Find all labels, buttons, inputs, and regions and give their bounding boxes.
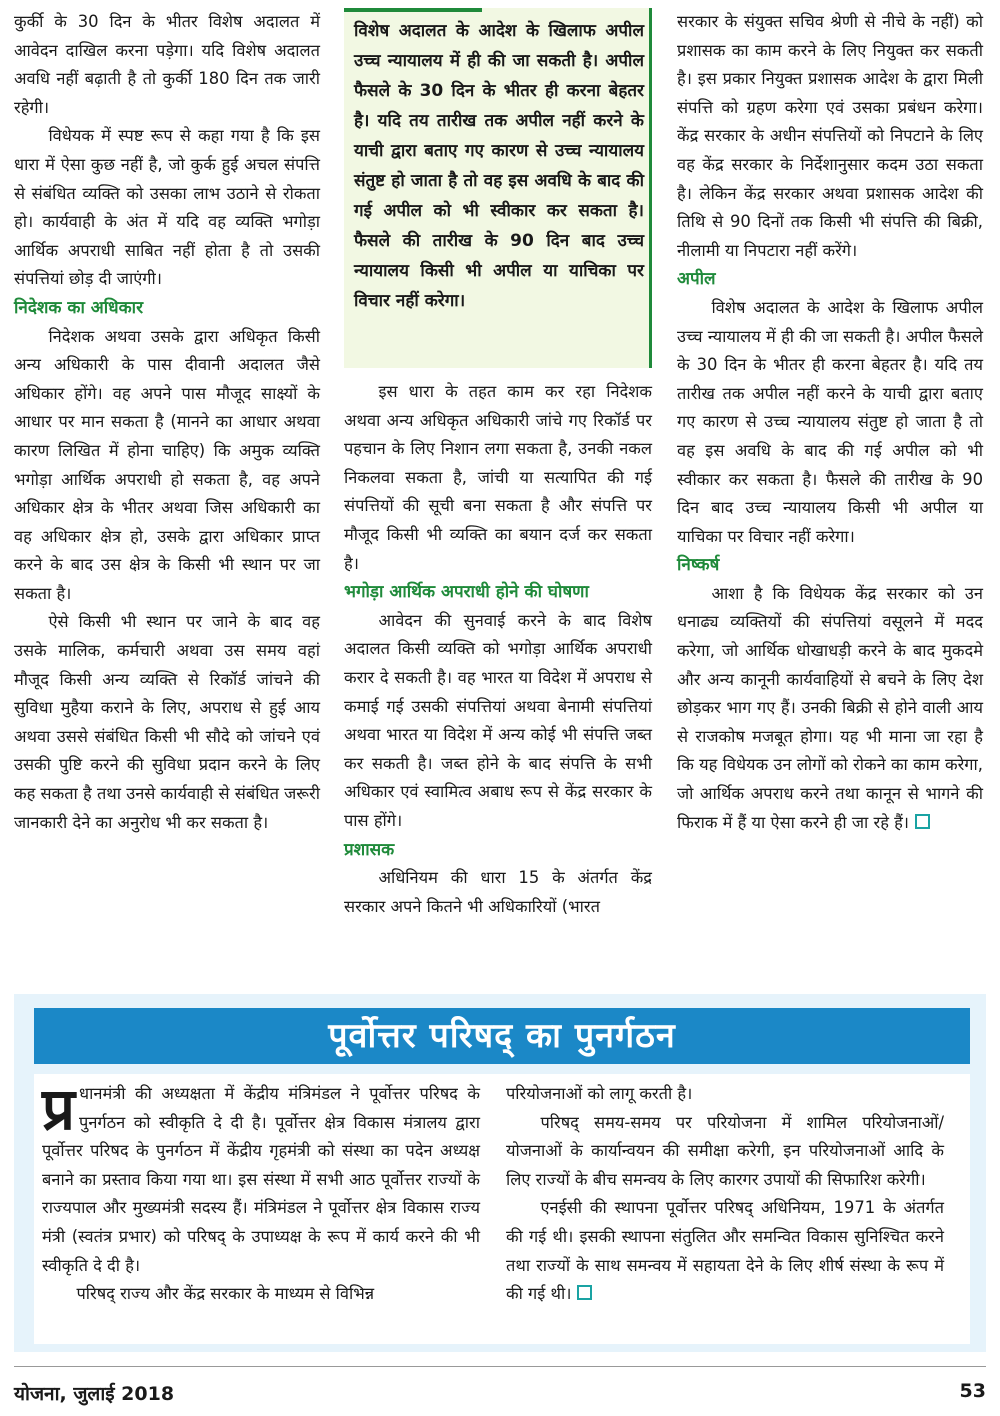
paragraph: आवेदन की सुनवाई करने के बाद विशेष अदालत किसी व्यक्ति को भगोड़ा आर्थिक अपराधी करार दे सकती है। वह भारत या विदेश में अपराध से कमाई गई उसकी संपत्तियां अथवा बेनामी संपत्तियां अथवा भारत या विदेश में अन्य कोई भी संपत्ति जब्त कर सकती है। जब्त होने के बाद संपत्ति के सभी अधिकार एवं स्वामित्व अबाध रूप से केंद्र सरकार के पास होंगे। xyxy=(344,610,652,830)
section-heading-appeal: अपील xyxy=(677,269,716,290)
pull-quote-box xyxy=(344,8,652,368)
paragraph: परिषद् समय-समय पर परियोजना में शामिल परियोजनाओं/ योजनाओं के कार्यान्वयन की समीक्षा करेगी, इन परियोजनाओं आदि के लिए राज्यों के बीच समन्वय के लिए कारगर उपायों की सिफारिश करेगी। xyxy=(506,1112,944,1189)
paragraph: विशेष अदालत के आदेश के खिलाफ अपील उच्च न्यायालय में ही की जा सकती है। अपील फैसले के 30 दिन के भीतर ही करना बेहतर है। यदि तय तारीख तक अपील नहीं करने के याची द्वारा बताए गए कारण से उच्च न्यायालय संतुष्ट हो जाता है तो वह इस अवधि के बाद की गई अपील को भी स्वीकार कर सकता है। फैसले की तारीख के 90 दिन बाद उच्च न्यायालय किसी भी अपील या याचिका पर विचार नहीं करेगा। xyxy=(677,297,983,546)
section-heading-conclusion: निष्कर्ष xyxy=(677,555,720,576)
paragraph: अधिनियम की धारा 15 के अंतर्गत केंद्र सरकार अपने कितने भी अधिकारियों (भारत xyxy=(344,868,652,916)
pull-quote-side-rule xyxy=(649,8,652,368)
paragraph-text: धानमंत्री की अध्यक्षता में केंद्रीय मंत्रिमंडल ने पूर्वोत्तर परिषद के पुनर्गठन को स्वीकृति दे दी है। पूर्वोत्तर क्षेत्र विकास मंत्रालय द्वारा पूर्वोत्तर परिषद के पुनर्गठन में केंद्रीय गृहमंत्री को संस्था का पदेन अध्यक्ष बनाने का प्रस्ताव किया गया था। इस संस्था में सभी आठ पूर्वोत्तर राज्यों के राज्यपाल और मुख्यमंत्री सदस्य हैं। मंत्रिमंडल ने पूर्वोत्तर क्षेत्र विकास राज्य मंत्री (स्वतंत्र प्रभार) को परिषद् के उपाध्यक्ष के रूप में कार्य करने की भी स्वीकृति दे दी है। xyxy=(42,1084,480,1275)
column-middle xyxy=(344,378,652,921)
paragraph: सरकार के संयुक्त सचिव श्रेणी से नीचे के नहीं) को प्रशासक का काम करने के लिए नियुक्त कर सकती है। इस प्रकार नियुक्त प्रशासक आदेश के द्वारा मिली संपत्ति को ग्रहण करेगा एवं उसका प्रबंधन करेगा। केंद्र सरकार के अधीन संपत्तियों को निपटाने के लिए वह केंद्र सरकार के निर्देशानुसार कदम उठा सकता है। लेकिन केंद्र सरकार अथवा प्रशासक आदेश की तिथि से 90 दिनों तक किसी भी संपत्ति की बिक्री, नीलामी या निपटारा नहीं करेंगे। xyxy=(677,12,983,260)
column-left xyxy=(14,8,320,837)
pull-quote-text: विशेष अदालत के आदेश के खिलाफ अपील उच्च न्यायालय में ही की जा सकती है। अपील फैसले के 30 दिन के भीतर ही करना बेहतर है। यदि तय तारीख तक अपील नहीं करने के याची द्वारा बताए गए कारण से उच्च न्यायालय संतुष्ट हो जाता है तो वह इस अवधि के बाद की गई अपील को भी स्वीकार कर सकता है। फैसले की तारीख के 90 दिन बाद उच्च न्यायालय किसी भी अपील या याचिका पर विचार नहीं करेगा। xyxy=(354,21,644,311)
paragraph: कुर्की के 30 दिन के भीतर विशेष अदालत में आवेदन दाखिल करना पड़ेगा। यदि विशेष अदालत अवधि नहीं बढ़ाती है तो कुर्की 180 दिन तक जारी रहेगी। xyxy=(14,12,320,117)
section-heading-administrator: प्रशासक xyxy=(344,839,395,860)
paragraph-text: एनईसी की स्थापना पूर्वोत्तर परिषद् अधिनियम, 1971 के अंतर्गत की गई थी। इसकी स्थापना संतुलित और समन्वित विकास सुनिश्चित करने तथा राज्यों के साथ समन्वय में सहायता देने के लिए शीर्ष संस्था के रूप में की गई थी। xyxy=(506,1198,944,1304)
section-heading-fugitive-declaration: भगोड़ा आर्थिक अपराधी होने की घोषणा xyxy=(344,582,589,603)
paragraph-text: आशा है कि विधेयक केंद्र सरकार को उन धनाढ्य व्यक्तियों की संपत्तियां वसूलने में मदद करेगा, जो आर्थिक धोखाधड़ी करने के बाद मुकदमे और अन्य कानूनी कार्यवाहियों से बचने के लिए देश छोड़कर भाग गए हैं। उनकी बिक्री से होने वाली आय से राजकोष मजबूत होगा। यह भी माना जा रहा है कि यह विधेयक उन लोगों को रोकने का काम करेगा, जो आर्थिक अपराध करने तथा कानून से भागने की फिराक में हैं या ऐसा करने ही जा रहे हैं। xyxy=(677,583,983,832)
paragraph: परियोजनाओं को लागू करती है। xyxy=(506,1084,693,1103)
paragraph: विधेयक में स्पष्ट रूप से कहा गया है कि इस धारा में ऐसा कुछ नहीं है, जो कुर्क हुई अचल संपत्ति से संबंधित व्यक्ति को उसका लाभ उठाने से रोकता हो। कार्यवाही के अंत में यदि वह व्यक्ति भगोड़ा आर्थिक अपराधी साबित नहीं होता है तो उसकी संपत्तियां छोड़ दी जाएंगी। xyxy=(14,126,320,289)
page-footer xyxy=(14,1380,986,1404)
page-number: 53 xyxy=(959,1380,986,1402)
northeast-council-box xyxy=(14,994,986,1352)
magazine-name-date: योजना, जुलाई 2018 xyxy=(14,1383,175,1405)
paragraph xyxy=(506,1194,944,1308)
paragraph-conclusion xyxy=(677,580,983,837)
pull-quote-accent-bar xyxy=(344,8,482,12)
paragraph: परिषद् राज्य और केंद्र सरकार के माध्यम से विभिन्न xyxy=(76,1284,375,1304)
column-right xyxy=(677,8,983,837)
box-body xyxy=(34,1074,970,1344)
drop-cap: प्र xyxy=(42,1075,76,1143)
box-title: पूर्वोत्तर परिषद् का पुनर्गठन xyxy=(328,1016,676,1056)
section-heading-director-power: निदेशक का अधिकार xyxy=(14,297,144,318)
box-title-banner xyxy=(34,1008,970,1064)
footer-rule xyxy=(14,1366,986,1367)
paragraph: ऐसे किसी भी स्थान पर जाने के बाद वह उसके मालिक, कर्मचारी अथवा उस समय वहां मौजूद किसी अन्य व्यक्ति से रिकॉर्ड जांचने की सुविधा मुहैया कराने के लिए, अपराध से हुई आय अथवा उससे संबंधित किसी भी सौदे को जांचने एवं उसकी पुष्टि करने की सुविधा प्रदान करने के लिए कह सकता है तथा उनसे कार्यवाही से संबंधित जरूरी जानकारी देने का अनुरोध भी कर सकता है। xyxy=(14,612,320,832)
paragraph: इस धारा के तहत काम कर रहा निदेशक अथवा अन्य अधिकृत अधिकारी जांचे गए रिकॉर्ड पर पहचान के लिए निशान लगा सकता है, उनकी नकल निकलवा सकता है, जांची या सत्यापित की गई संपत्तियों की सूची बना सकता है और संपत्ति पर मौजूद किसी भी व्यक्ति का बयान दर्ज कर सकता है। xyxy=(344,382,652,573)
box-column-right xyxy=(506,1080,944,1309)
box-column-left xyxy=(42,1075,480,1309)
paragraph xyxy=(42,1075,480,1280)
paragraph: निदेशक अथवा उसके द्वारा अधिकृत किसी अन्य अधिकारी के पास दीवानी अदालत जैसे अधिकार होंगे। वह अपने पास मौजूद साक्ष्यों के आधार पर मान सकता है (मानने का आधार अथवा कारण लिखित में होना चाहिए) कि अमुक व्यक्ति भगोड़ा आर्थिक अपराधी हो सकता है, वह अपने अधिकार क्षेत्र के भीतर अथवा जिस अधिकारी का वह अधिकार क्षेत्र हो, उसके द्वारा अधिकार प्राप्त करने के बाद उस क्षेत्र के किसी भी स्थान पर जा सकता है। xyxy=(14,326,320,603)
end-mark-icon xyxy=(577,1285,592,1300)
end-mark-icon xyxy=(915,814,930,829)
